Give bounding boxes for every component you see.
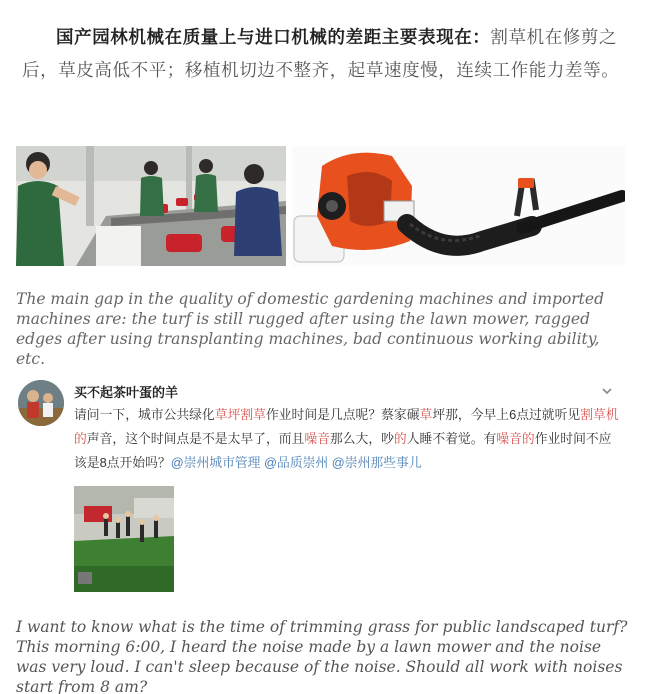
social-post bbox=[16, 370, 626, 600]
keyword-highlight: 噪音的 bbox=[496, 431, 535, 446]
post-text bbox=[74, 403, 619, 475]
leaf-blower-illustration bbox=[292, 146, 625, 266]
post-text-segment: 声音，这个时间点是不是太早了，而且 bbox=[86, 431, 305, 446]
post-text-segment: 人睡不着觉。有 bbox=[406, 431, 497, 446]
keyword-highlight: 的 bbox=[393, 431, 407, 446]
post-text-segment: 那么大，吵 bbox=[329, 431, 394, 446]
keyword-highlight: 噪音 bbox=[304, 431, 330, 446]
post-text-segment: 作业时间不应该是8点开始吗？ bbox=[74, 431, 612, 470]
post-text-segment: 请问一下，城市公共绿化 bbox=[74, 407, 215, 422]
mention-pinzhi[interactable]: @品质崇州 bbox=[264, 455, 329, 470]
workers-photo bbox=[16, 146, 286, 266]
lawn-workers-image bbox=[74, 486, 174, 592]
post-text-segment: 坪那，今早上6点过就听见 bbox=[432, 407, 581, 422]
post-username[interactable]: 买不起茶叶蛋的羊 bbox=[74, 385, 179, 400]
post-text-segment: 作业时间是几点呢？蔡家碾 bbox=[265, 407, 420, 422]
leaf-blower-photo bbox=[292, 146, 625, 266]
mention-naxieshier[interactable]: @崇州那些事儿 bbox=[331, 455, 422, 470]
keyword-highlight: 草坪 bbox=[214, 407, 241, 422]
caption-top: The main gap in the quality of domestic gardening machines and imported machines are: the turf is still rugged after using the lawn mower, ragged edges after using transplanting machines, bad continuous working ability, etc. bbox=[16, 290, 605, 368]
chevron-down-icon[interactable] bbox=[600, 384, 614, 398]
caption-bottom: I want to know what is the time of trimming grass for public landscaped turf? This morning 6:00, I heard the noise made by a lawn mower and the noise was very loud. I can't sleep because of the noise. Should all work with noises start from 8 am? bbox=[16, 618, 628, 694]
workers-illustration bbox=[16, 146, 286, 266]
post-photo[interactable] bbox=[74, 486, 174, 592]
intro-bold-lead: 国产园林机械在质量上与进口机械的差距主要表现在： bbox=[56, 28, 491, 48]
avatar-image bbox=[18, 380, 64, 426]
intro-rest: 割草机在修剪之后，草皮高低不平；移植机切边不整齐，起草速度慢，连续工作能力差等。 bbox=[22, 28, 620, 81]
intro-paragraph bbox=[22, 22, 622, 88]
avatar[interactable] bbox=[18, 380, 64, 426]
keyword-highlight: 草 bbox=[419, 407, 433, 422]
mention-chengguan[interactable]: @崇州城市管理 bbox=[170, 455, 261, 470]
keyword-highlight: 割草 bbox=[240, 407, 266, 422]
keyword-highlight: 割草机的 bbox=[74, 407, 619, 446]
